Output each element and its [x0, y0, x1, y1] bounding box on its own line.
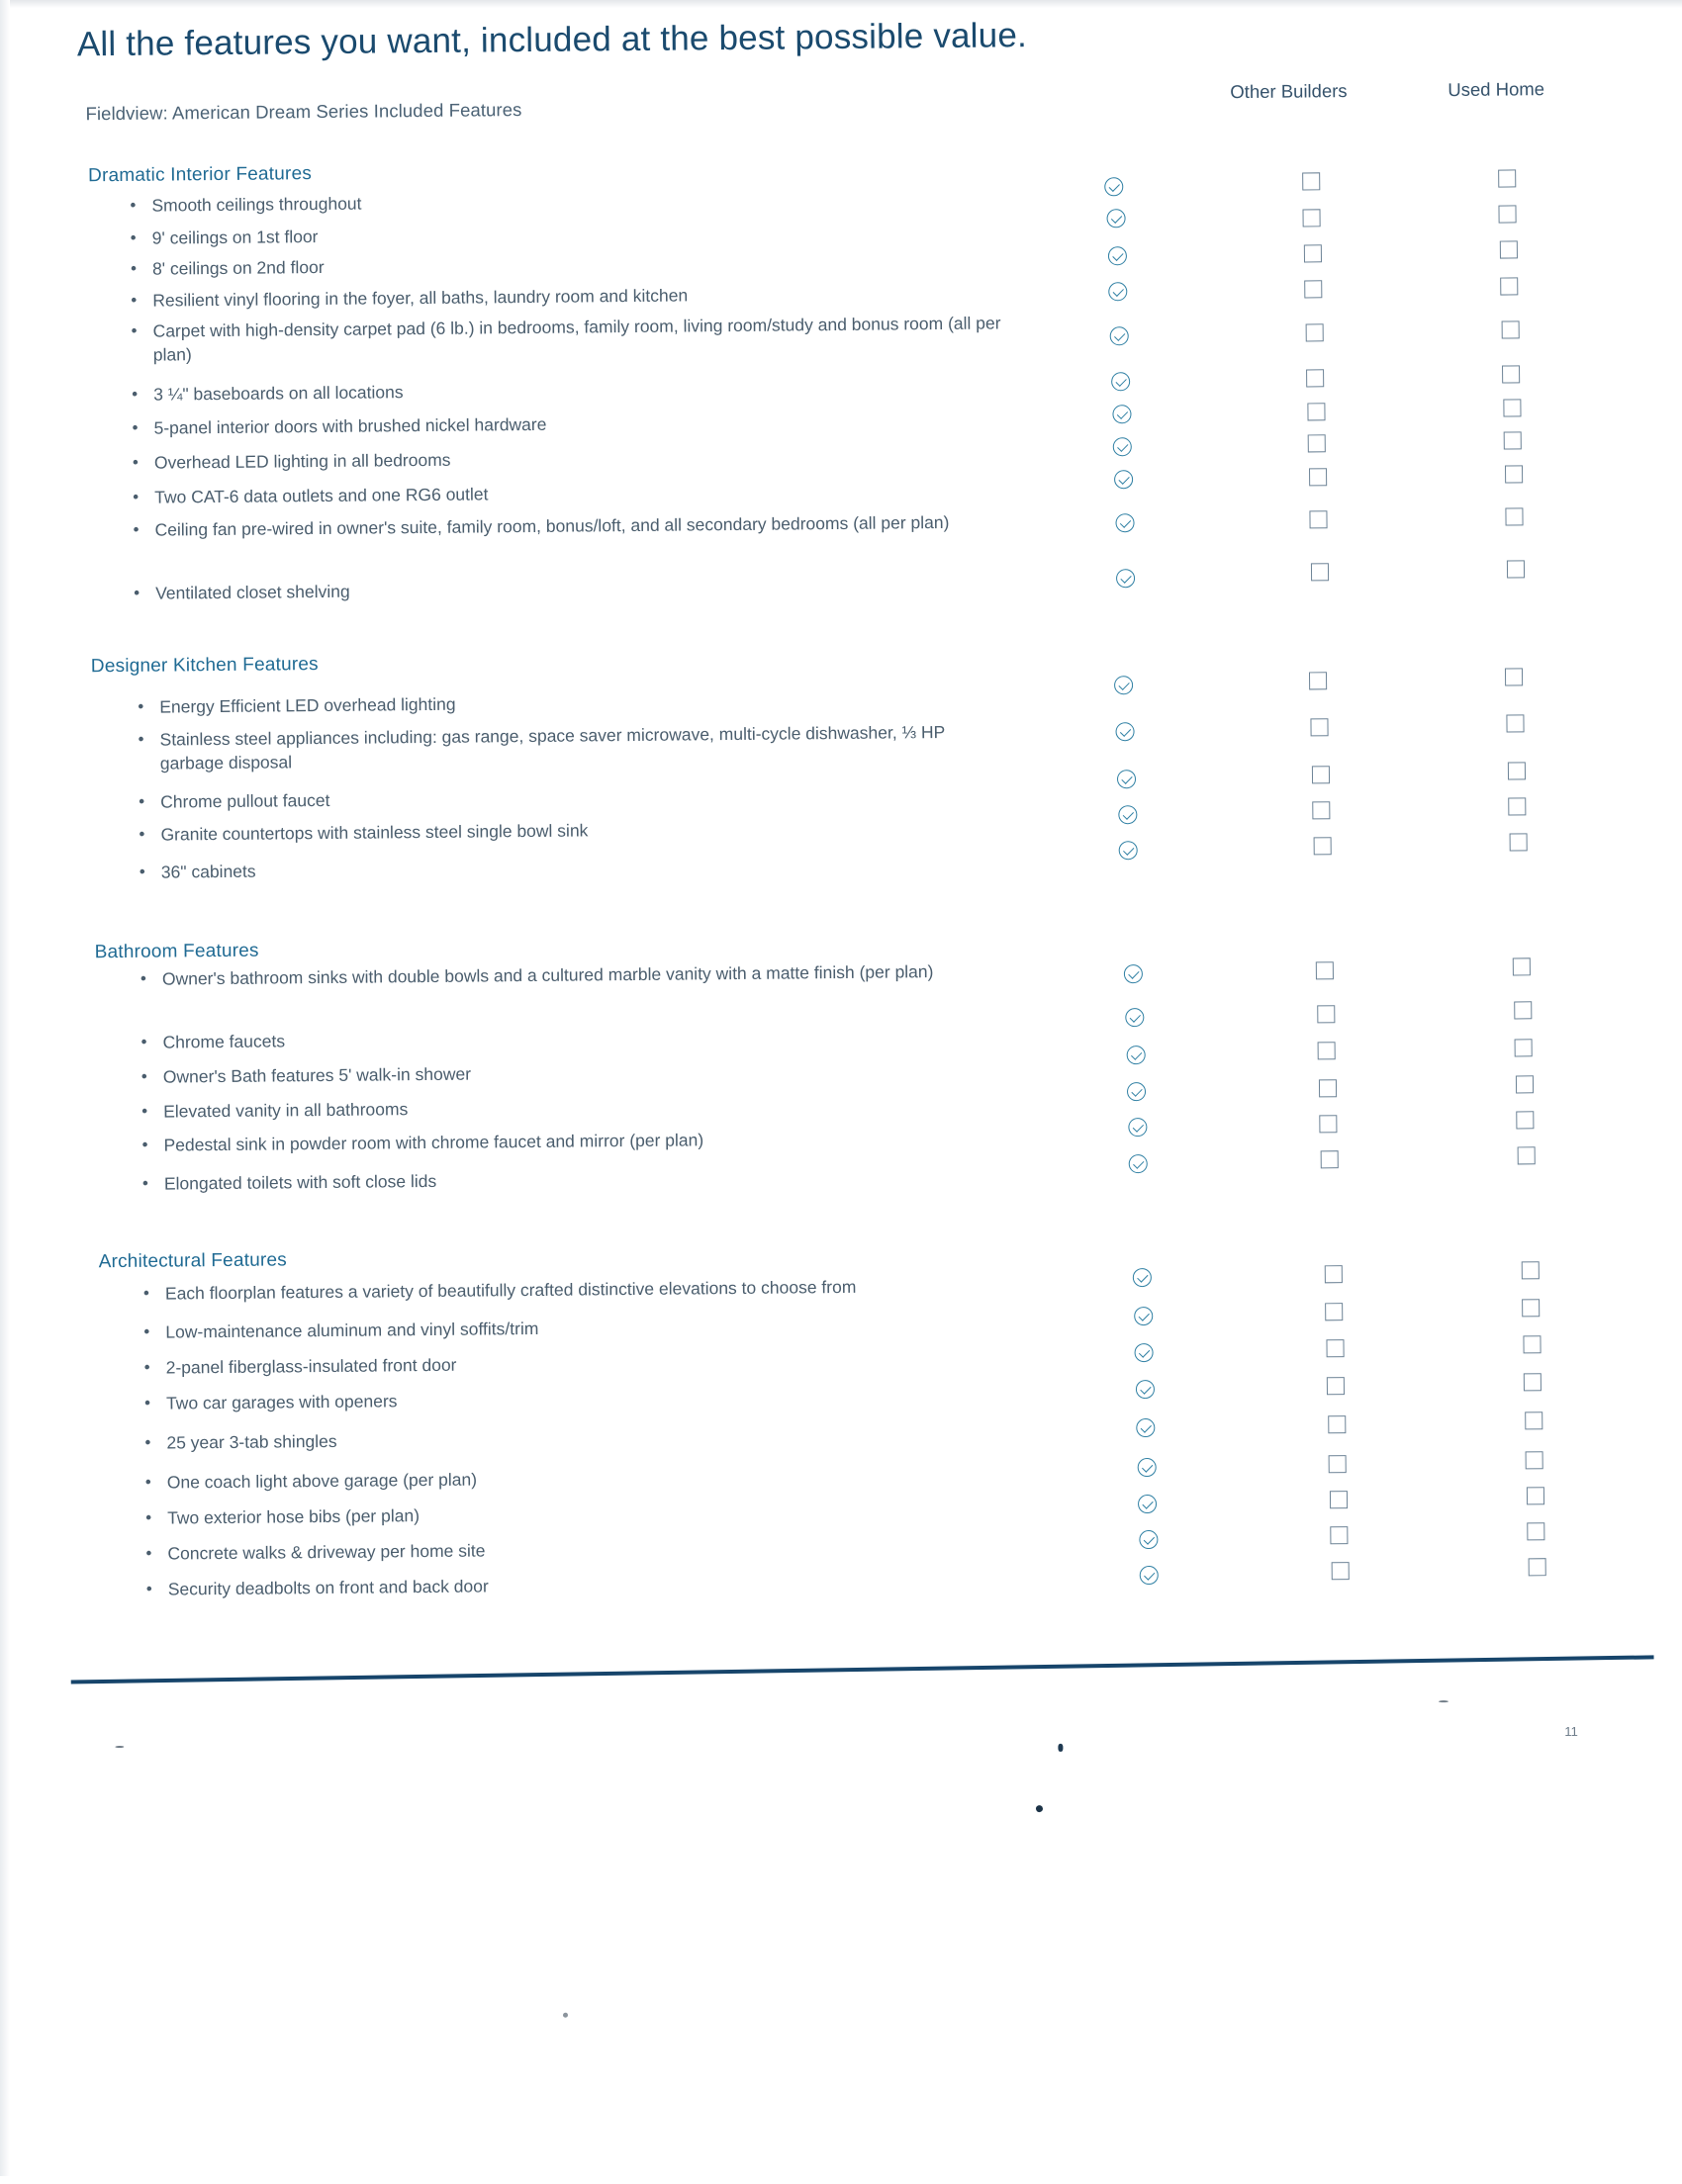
list-item: [145, 1570, 1059, 1601]
footer-divider: [71, 1655, 1654, 1684]
included-check-icon: [1117, 770, 1136, 788]
included-check-icon: [1124, 964, 1143, 983]
included-check-icon: [1110, 326, 1129, 345]
other-builders-checkbox[interactable]: [1304, 280, 1322, 298]
used-home-checkbox[interactable]: [1529, 1558, 1546, 1576]
list-item: [132, 444, 926, 475]
list-item-label: 3 ¼" baseboards on all locations: [153, 382, 404, 405]
section-title-architectural: Architectural Features: [98, 1249, 288, 1273]
list-item-label: 25 year 3-tab shingles: [166, 1430, 337, 1453]
list-item: [141, 1093, 975, 1124]
list-item-label: Elevated vanity in all bathrooms: [163, 1099, 409, 1122]
bullet-dot: •: [131, 290, 138, 310]
included-check-icon: [1114, 470, 1133, 489]
bullet-dot: •: [132, 384, 139, 404]
used-home-checkbox[interactable]: [1507, 560, 1525, 578]
bullet-dot: •: [145, 1579, 152, 1598]
list-item: [145, 1534, 1058, 1566]
list-item-label: Concrete walks & driveway per home site: [167, 1540, 486, 1564]
list-item: [130, 250, 924, 281]
scan-artifact: [1439, 1700, 1448, 1702]
list-item: [140, 1024, 974, 1054]
bullet-dot: •: [145, 1543, 152, 1563]
included-check-icon: [1111, 372, 1130, 391]
list-item-label: Resilient vinyl flooring in the foyer, all baths, laundry room and kitchen: [152, 285, 689, 311]
other-builders-checkbox[interactable]: [1307, 403, 1325, 420]
scan-artifact: [563, 2013, 568, 2018]
list-item-label: Granite countertops with stainless steel single bowl sink: [160, 820, 589, 845]
list-item-label: 9' ceilings on 1st floor: [151, 227, 319, 248]
bullet-dot: •: [132, 452, 139, 472]
list-item: [131, 312, 1024, 367]
used-home-checkbox[interactable]: [1504, 431, 1522, 449]
other-builders-checkbox[interactable]: [1328, 1415, 1346, 1433]
list-item-label: Two exterior hose bibs (per plan): [167, 1505, 420, 1528]
list-item-label: Each floorplan features a variety of beautifully crafted distinctive elevations to choose from: [164, 1276, 857, 1304]
series-subtitle: Fieldview: American Dream Series Included Features: [85, 99, 522, 125]
section-title-bathroom: Bathroom Features: [94, 940, 259, 963]
other-builders-checkbox[interactable]: [1329, 1455, 1347, 1473]
bullet-dot: •: [139, 862, 145, 881]
list-item-label: 5-panel interior doors with brushed nickel hardware: [153, 413, 547, 438]
used-home-checkbox[interactable]: [1527, 1487, 1544, 1504]
included-check-icon: [1140, 1566, 1159, 1585]
list-item: [143, 1384, 1057, 1415]
bullet-dot: •: [132, 417, 139, 437]
bullet-dot: •: [141, 1101, 148, 1121]
list-item-label: 36" cabinets: [160, 861, 256, 882]
list-item-label: Stainless steel appliances including: gas range, space saver microwave, multi-cycle dishwasher, ⅓ HP garbage disposal: [159, 721, 946, 774]
other-builders-checkbox[interactable]: [1321, 1150, 1339, 1168]
list-item-label: Chrome faucets: [162, 1031, 286, 1052]
list-item: [132, 376, 925, 407]
bullet-dot: •: [141, 1173, 148, 1193]
column-header-used-home: Used Home: [1448, 78, 1545, 101]
other-builders-checkbox[interactable]: [1309, 672, 1327, 689]
list-item: [134, 575, 927, 605]
included-check-icon: [1115, 513, 1134, 532]
used-home-checkbox[interactable]: [1506, 714, 1524, 732]
list-item: [140, 1058, 975, 1089]
other-builders-checkbox[interactable]: [1318, 1042, 1336, 1059]
scan-artifact: [1036, 1805, 1043, 1812]
other-builders-checkbox[interactable]: [1325, 1265, 1343, 1283]
used-home-checkbox[interactable]: [1502, 365, 1520, 383]
bullet-dot: •: [138, 729, 144, 749]
other-builders-checkbox[interactable]: [1302, 172, 1320, 190]
other-builders-checkbox[interactable]: [1327, 1377, 1345, 1395]
included-check-icon: [1125, 1008, 1144, 1027]
included-check-icon: [1138, 1495, 1157, 1513]
included-check-icon: [1127, 1046, 1146, 1064]
included-check-icon: [1115, 722, 1134, 741]
included-check-icon: [1104, 177, 1123, 196]
bullet-dot: •: [141, 1135, 148, 1154]
list-item-label: Carpet with high-density carpet pad (6 lb.) in bedrooms, family room, living room/study and bonus room (all per plan): [152, 313, 1001, 365]
used-home-checkbox[interactable]: [1508, 797, 1526, 815]
bullet-dot: •: [142, 1283, 150, 1303]
other-builders-checkbox[interactable]: [1317, 1005, 1335, 1023]
used-home-checkbox[interactable]: [1525, 1411, 1542, 1429]
included-check-icon: [1119, 841, 1138, 860]
list-item: [131, 282, 944, 313]
bullet-dot: •: [130, 195, 137, 215]
used-home-checkbox[interactable]: [1500, 277, 1518, 295]
list-item-label: Two car garages with openers: [165, 1391, 398, 1413]
used-home-checkbox[interactable]: [1498, 169, 1516, 187]
included-check-icon: [1112, 405, 1131, 423]
bullet-dot: •: [140, 1032, 147, 1051]
list-item-label: Low-maintenance aluminum and vinyl soffits/trim: [165, 1318, 539, 1342]
list-item: [144, 1423, 1057, 1455]
list-item-label: Ceiling fan pre-wired in owner's suite, family room, bonus/loft, and all secondary bedrooms (all per plan): [154, 511, 950, 540]
other-builders-checkbox[interactable]: [1314, 837, 1332, 855]
used-home-checkbox[interactable]: [1513, 957, 1531, 975]
bullet-dot: •: [140, 1066, 147, 1086]
list-item: [130, 220, 924, 250]
other-builders-checkbox[interactable]: [1310, 718, 1328, 736]
included-check-icon: [1106, 209, 1125, 228]
other-builders-checkbox[interactable]: [1308, 434, 1326, 452]
bullet-dot: •: [143, 1393, 151, 1412]
included-check-icon: [1134, 1343, 1153, 1362]
bullet-dot: •: [145, 1507, 152, 1527]
included-check-icon: [1136, 1418, 1155, 1437]
used-home-checkbox[interactable]: [1498, 205, 1516, 223]
other-builders-checkbox[interactable]: [1316, 961, 1334, 979]
used-home-checkbox[interactable]: [1505, 507, 1523, 525]
used-home-checkbox[interactable]: [1522, 1261, 1540, 1279]
column-header-other-builders: Other Builders: [1230, 80, 1348, 103]
section-title-designer-kitchen: Designer Kitchen Features: [90, 654, 319, 678]
other-builders-checkbox[interactable]: [1326, 1339, 1344, 1357]
used-home-checkbox[interactable]: [1515, 1039, 1533, 1056]
list-item: [143, 1348, 1057, 1380]
bullet-dot: •: [138, 696, 144, 716]
bullet-dot: •: [144, 1472, 151, 1492]
list-item-label: Two CAT-6 data outlets and one RG6 outlet: [154, 484, 489, 507]
included-check-icon: [1129, 1154, 1148, 1173]
included-check-icon: [1138, 1458, 1157, 1477]
included-check-icon: [1113, 437, 1132, 456]
list-item: [133, 479, 926, 509]
list-item: [142, 1274, 1056, 1306]
included-check-icon: [1134, 1307, 1153, 1325]
used-home-checkbox[interactable]: [1510, 833, 1528, 851]
list-item-label: Owner's bathroom sinks with double bowls and a cultured marble vanity with a matte finish (per plan): [161, 961, 934, 989]
list-item: [139, 783, 972, 814]
used-home-checkbox[interactable]: [1516, 1111, 1534, 1129]
list-item-label: Overhead LED lighting in all bedrooms: [153, 449, 451, 473]
included-check-icon: [1128, 1118, 1147, 1137]
list-item-label: One coach light above garage (per plan): [166, 1469, 478, 1493]
list-item-label: 2-panel fiberglass-insulated front door: [165, 1354, 457, 1378]
other-builders-checkbox[interactable]: [1311, 563, 1329, 581]
used-home-checkbox[interactable]: [1502, 320, 1520, 338]
bullet-dot: •: [131, 320, 138, 340]
list-item: [140, 959, 1033, 991]
list-item: [139, 816, 972, 847]
list-item: [141, 1165, 976, 1196]
included-check-icon: [1118, 805, 1137, 824]
list-item: [133, 510, 1045, 542]
used-home-checkbox[interactable]: [1524, 1373, 1542, 1391]
other-builders-checkbox[interactable]: [1312, 766, 1330, 783]
used-home-checkbox[interactable]: [1514, 1001, 1532, 1019]
bullet-dot: •: [130, 258, 138, 278]
other-builders-checkbox[interactable]: [1319, 1079, 1337, 1097]
other-builders-checkbox[interactable]: [1330, 1526, 1348, 1544]
used-home-checkbox[interactable]: [1522, 1299, 1540, 1317]
used-home-checkbox[interactable]: [1526, 1451, 1543, 1469]
list-item-label: 8' ceilings on 2nd floor: [151, 256, 325, 279]
list-item: [138, 721, 971, 775]
used-home-checkbox[interactable]: [1508, 762, 1526, 779]
list-item-label: Energy Efficient LED overhead lighting: [159, 693, 456, 717]
other-builders-checkbox[interactable]: [1309, 468, 1327, 486]
included-check-icon: [1116, 569, 1135, 588]
bullet-dot: •: [134, 583, 140, 602]
list-item-label: Elongated toilets with soft close lids: [163, 1170, 437, 1194]
other-builders-checkbox[interactable]: [1332, 1562, 1350, 1580]
used-home-checkbox[interactable]: [1516, 1075, 1534, 1093]
used-home-checkbox[interactable]: [1503, 399, 1521, 416]
bullet-dot: •: [139, 824, 145, 844]
list-item-label: Owner's Bath features 5' walk-in shower: [162, 1063, 472, 1087]
bullet-dot: •: [140, 968, 146, 988]
used-home-checkbox[interactable]: [1500, 240, 1518, 258]
bullet-dot: •: [144, 1432, 151, 1452]
included-check-icon: [1108, 282, 1127, 301]
included-check-icon: [1114, 676, 1133, 694]
list-item: [145, 1499, 1058, 1530]
other-builders-checkbox[interactable]: [1304, 244, 1322, 262]
used-home-checkbox[interactable]: [1505, 465, 1523, 483]
list-item: [130, 187, 923, 218]
other-builders-checkbox[interactable]: [1302, 209, 1320, 227]
included-check-icon: [1139, 1530, 1158, 1549]
scan-artifact: [115, 1746, 124, 1748]
page-title: All the features you want, included at the best possible value.: [76, 16, 1028, 64]
list-item-label: Chrome pullout faucet: [160, 789, 330, 812]
list-item-label: Ventilated closet shelving: [155, 581, 350, 603]
included-check-icon: [1127, 1082, 1146, 1101]
list-item: [141, 1126, 1034, 1157]
other-builders-checkbox[interactable]: [1319, 1115, 1337, 1133]
list-item: [144, 1463, 1058, 1495]
list-item-label: Smooth ceilings throughout: [151, 193, 362, 216]
other-builders-checkbox[interactable]: [1306, 323, 1324, 341]
other-builders-checkbox[interactable]: [1309, 510, 1327, 528]
included-check-icon: [1136, 1380, 1155, 1399]
bullet-dot: •: [133, 519, 140, 539]
list-item: [138, 688, 971, 719]
section-title-dramatic-interior: Dramatic Interior Features: [88, 163, 313, 187]
scan-artifact: [1058, 1744, 1063, 1752]
bullet-dot: •: [143, 1357, 150, 1377]
list-item-label: Pedestal sink in powder room with chrome faucet and mirror (per plan): [163, 1130, 704, 1155]
list-item: [139, 854, 973, 884]
bullet-dot: •: [143, 1321, 150, 1341]
bullet-dot: •: [133, 487, 140, 506]
other-builders-checkbox[interactable]: [1312, 801, 1330, 819]
used-home-checkbox[interactable]: [1518, 1146, 1536, 1164]
list-item: [143, 1313, 1056, 1344]
list-item: [132, 410, 925, 440]
bullet-dot: •: [139, 791, 145, 811]
other-builders-checkbox[interactable]: [1306, 369, 1324, 387]
list-item-label: Security deadbolts on front and back door: [167, 1576, 489, 1599]
page-number: 11: [1564, 1723, 1578, 1740]
other-builders-checkbox[interactable]: [1325, 1303, 1343, 1320]
bullet-dot: •: [130, 228, 137, 247]
used-home-checkbox[interactable]: [1523, 1335, 1541, 1353]
used-home-checkbox[interactable]: [1527, 1522, 1544, 1540]
used-home-checkbox[interactable]: [1505, 668, 1523, 685]
other-builders-checkbox[interactable]: [1330, 1491, 1348, 1508]
included-check-icon: [1108, 246, 1127, 265]
included-check-icon: [1133, 1268, 1152, 1287]
